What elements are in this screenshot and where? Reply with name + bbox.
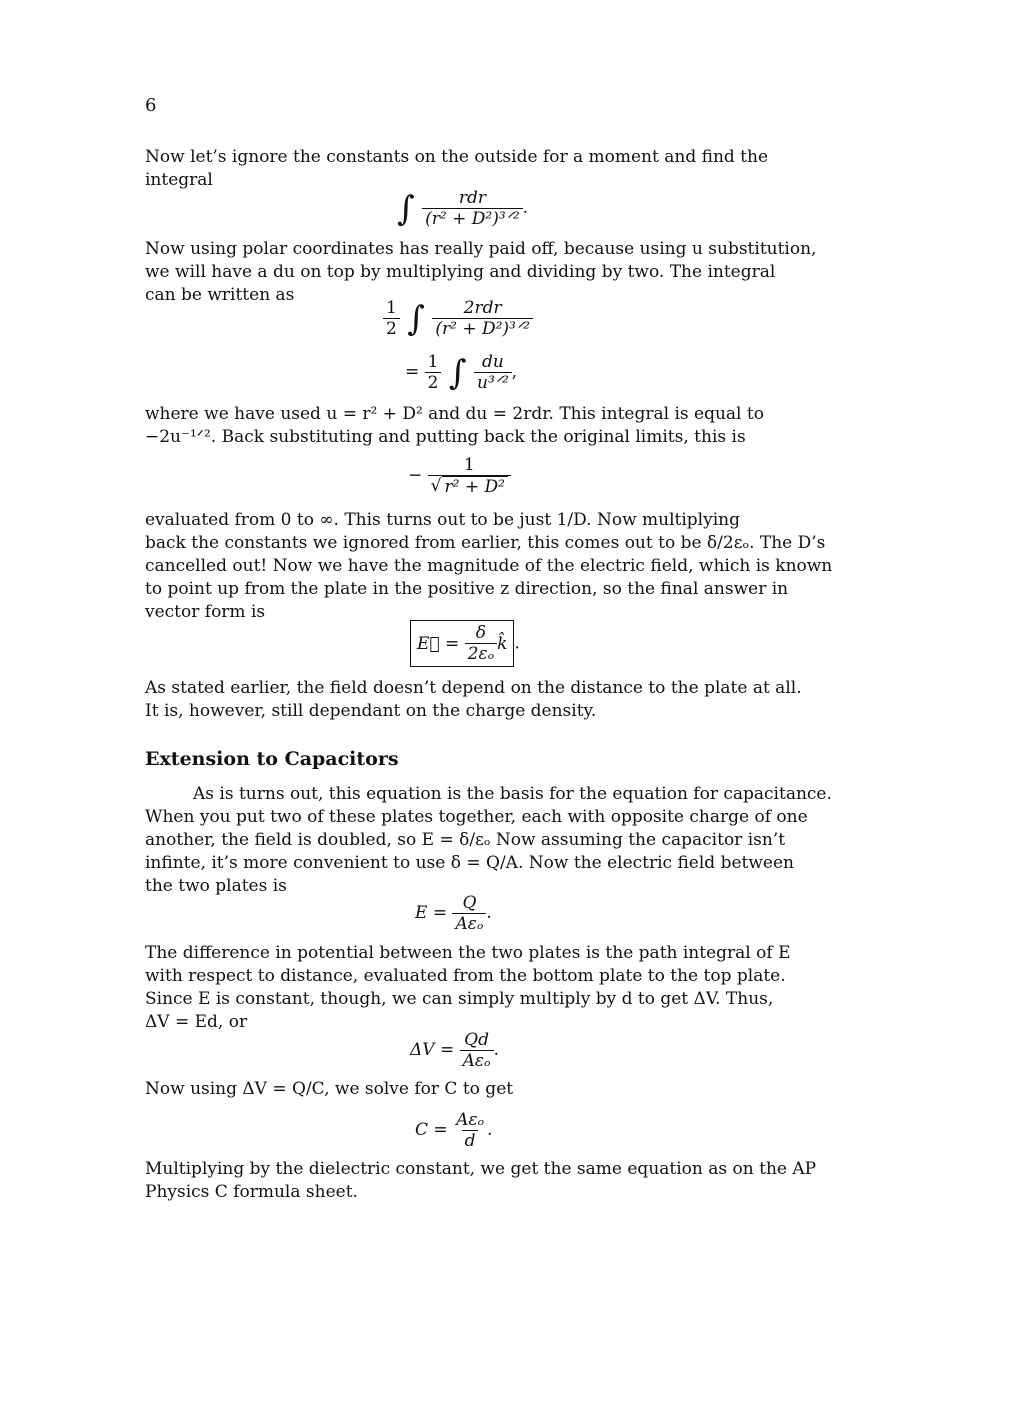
equation-capacitance <box>415 1110 492 1151</box>
text-line: infinte, it’s more convenient to use δ = Q/A. Now the electric field between <box>145 853 794 873</box>
text-line: to point up from the plate in the positive z direction, so the final answer in <box>145 579 789 599</box>
text-line: evaluated from 0 to ∞. This turns out to be just 1/D. Now multiplying <box>145 510 740 530</box>
fraction-numerator: Q <box>462 893 477 913</box>
text-line: It is, however, still dependant on the charge density. <box>145 701 597 721</box>
boxed-answer <box>410 620 514 667</box>
text-line: vector form is <box>145 602 266 622</box>
integral-sign-icon: ∫ <box>407 298 425 339</box>
equation-end: . <box>493 1040 499 1060</box>
equation-end: , <box>511 362 518 382</box>
equation-end: . <box>522 198 529 218</box>
equation-field-result <box>410 620 520 667</box>
text-line: As stated earlier, the field doesn’t depend on the distance to the plate at all. <box>145 678 802 698</box>
fraction-denominator: d <box>462 1130 479 1151</box>
fraction-numerator: 2rdr <box>463 298 502 318</box>
equation-end: . <box>487 1120 493 1140</box>
half-numerator: 1 <box>386 298 397 318</box>
equation-end: . <box>514 633 520 654</box>
integral-sign-icon: ∫ <box>448 352 467 393</box>
text-line: cancelled out! Now we have the magnitude of the electric field, which is known <box>145 556 833 576</box>
text-line: we will have a du on top by multiplying and dividing by two. The integral <box>145 262 776 282</box>
equation-lhs: C = <box>415 1120 448 1140</box>
fraction-numerator: Qd <box>464 1030 489 1050</box>
equation-half-integral <box>383 298 533 339</box>
equation-lhs: E = <box>415 903 448 923</box>
sqrt-icon: √ <box>430 476 442 496</box>
text-line: Multiplying by the dielectric constant, we get the same equation as on the AP <box>145 1159 817 1179</box>
equation-lhs: ΔV = <box>410 1040 455 1060</box>
equation-delta-v <box>410 1030 499 1071</box>
text-line: another, the field is doubled, so E = δ/εₒ Now assuming the capacitor isn’t <box>145 830 786 850</box>
half-denominator: 2 <box>425 372 442 393</box>
paragraph-evaluated <box>145 509 833 624</box>
half-numerator: 1 <box>427 352 439 372</box>
text-line: can be written as <box>145 285 295 305</box>
paragraph-intro <box>145 146 770 192</box>
fraction-denominator: (r² + D²)³ᐟ² <box>432 318 533 339</box>
fraction-numerator: δ <box>475 623 487 643</box>
paragraph-substitution <box>145 403 770 449</box>
text-line: integral <box>145 170 213 190</box>
page-number: 6 <box>145 95 157 116</box>
text-line: back the constants we ignored from earlier, this comes out to be δ/2εₒ. The D’s <box>145 533 826 553</box>
half-denominator: 2 <box>383 318 400 339</box>
paragraph-polar <box>145 238 817 307</box>
fraction-denominator: (r² + D²)³ᐟ² <box>422 208 523 229</box>
fraction-denominator: Aεₒ <box>460 1050 494 1071</box>
paragraph-stated <box>145 677 802 723</box>
fraction-numerator: Aεₒ <box>456 1110 485 1130</box>
paragraph-solve <box>145 1078 770 1101</box>
equation-end: . <box>486 903 492 923</box>
paragraph-capacitors <box>145 783 832 898</box>
text-line: Physics C formula sheet. <box>145 1182 358 1202</box>
text-line: ΔV = Ed, or <box>145 1012 248 1032</box>
radicand: r² + D² <box>442 476 508 497</box>
text-line: the two plates is <box>145 876 287 896</box>
section-heading: Extension to Capacitors <box>145 748 399 770</box>
equation-e-field <box>415 893 492 934</box>
equals-sign: = <box>405 362 420 382</box>
equation-root <box>408 455 511 497</box>
fraction-denominator: 2εₒ <box>465 643 498 664</box>
text-line: The difference in potential between the two plates is the path integral of E <box>145 943 791 963</box>
text-line: When you put two of these plates together, each with opposite charge of one <box>145 807 808 827</box>
text-line: Now using polar coordinates has really paid off, because using u substitution, <box>145 239 817 259</box>
unit-vector: k̂ <box>497 633 508 654</box>
minus-sign: − <box>408 465 423 486</box>
fraction-numerator: 1 <box>463 455 475 475</box>
text-line: Now using ΔV = Q/C, we solve for C to get <box>145 1079 514 1099</box>
text-line: −2u⁻¹ᐟ². Back substituting and putting back the original limits, this is <box>145 427 746 447</box>
text-line: where we have used u = r² + D² and du = 2rdr. This integral is equal to <box>145 404 764 424</box>
text-line: with respect to distance, evaluated from the bottom plate to the top plate. <box>145 966 786 986</box>
fraction-numerator: rdr <box>458 188 486 208</box>
integral-sign-icon: ∫ <box>397 188 415 229</box>
fraction-denominator: u³ᐟ² <box>474 372 512 393</box>
text-line: Since E is constant, though, we can simply multiply by d to get ΔV. Thus, <box>145 989 774 1009</box>
fraction-numerator: du <box>481 352 504 372</box>
paragraph-conclusion <box>145 1158 817 1204</box>
equation-lhs: E⃗ = <box>417 633 460 654</box>
text-line: As is turns out, this equation is the basis for the equation for capacitance. <box>193 784 832 804</box>
equation-substituted <box>405 352 517 393</box>
equation-integral <box>395 188 528 229</box>
fraction-denominator: Aεₒ <box>452 913 486 934</box>
text-line: Now let’s ignore the constants on the outside for a moment and find the <box>145 147 769 167</box>
paragraph-potential <box>145 942 791 1034</box>
